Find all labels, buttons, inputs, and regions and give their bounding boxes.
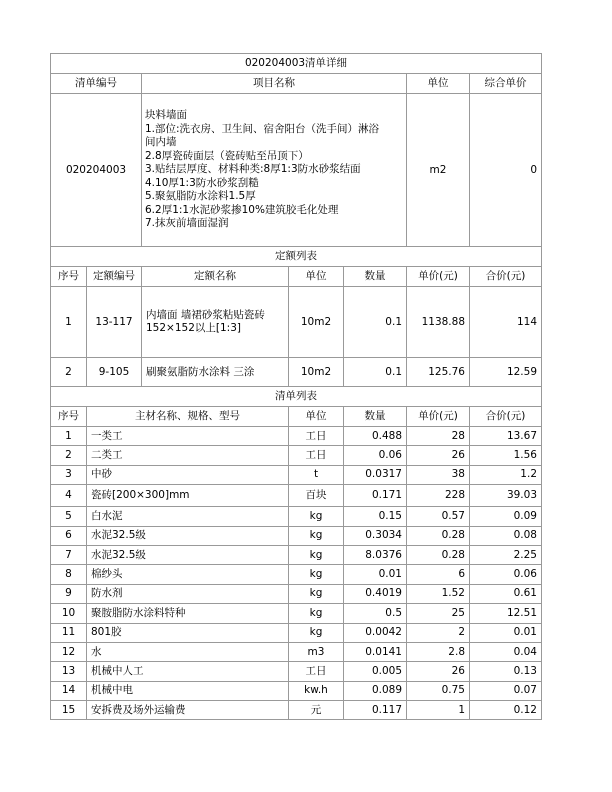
quota-section-title: 定额列表 <box>51 247 542 267</box>
material-row <box>51 584 542 603</box>
quota-header-name: 定额名称 <box>142 267 289 287</box>
material-total: 0.04 <box>470 642 542 661</box>
material-unit: kg <box>289 507 344 526</box>
material-price: 38 <box>407 465 470 484</box>
materials-header-no: 序号 <box>51 407 87 427</box>
item-desc-line: 5.聚氨脂防水涂料1.5厚 <box>145 190 256 203</box>
material-total: 39.03 <box>470 485 542 507</box>
material-name: 机械中电 <box>87 681 289 700</box>
material-row <box>51 662 542 681</box>
quota-row <box>51 287 542 358</box>
material-qty: 0.5 <box>344 604 407 623</box>
material-name: 机械中人工 <box>87 662 289 681</box>
material-name: 聚胺脂防水涂料特种 <box>87 604 289 623</box>
material-no: 7 <box>51 545 87 564</box>
material-total: 0.09 <box>470 507 542 526</box>
material-row <box>51 507 542 526</box>
item-desc-line: 6.2厚1:1水泥砂浆掺10%建筑胶毛化处理 <box>145 203 339 216</box>
quota-row <box>51 358 542 387</box>
material-row <box>51 642 542 661</box>
quota-unit: 10m2 <box>289 358 344 387</box>
materials-header-qty: 数量 <box>344 407 407 427</box>
material-qty: 0.15 <box>344 507 407 526</box>
quota-header-total: 合价(元) <box>470 267 542 287</box>
material-total: 13.67 <box>470 427 542 446</box>
material-total: 1.2 <box>470 465 542 484</box>
material-row <box>51 427 542 446</box>
material-name: 一类工 <box>87 427 289 446</box>
material-row <box>51 526 542 545</box>
material-unit: kw.h <box>289 681 344 700</box>
header-name: 项目名称 <box>142 74 407 94</box>
material-name: 白水泥 <box>87 507 289 526</box>
quota-name <box>142 358 289 387</box>
material-price: 0.28 <box>407 526 470 545</box>
material-no: 13 <box>51 662 87 681</box>
item-desc-line: 1.部位:洗衣房、卫生间、宿舍阳台（洗手间）淋浴 <box>145 122 380 135</box>
material-no: 4 <box>51 485 87 507</box>
material-name: 防水剂 <box>87 584 289 603</box>
material-unit: kg <box>289 526 344 545</box>
material-total: 2.25 <box>470 545 542 564</box>
material-row <box>51 545 542 564</box>
material-name: 中砂 <box>87 465 289 484</box>
material-unit: 工日 <box>289 427 344 446</box>
material-name: 801胶 <box>87 623 289 642</box>
material-qty: 0.488 <box>344 427 407 446</box>
material-qty: 0.089 <box>344 681 407 700</box>
quota-header-no: 序号 <box>51 267 87 287</box>
material-qty: 0.005 <box>344 662 407 681</box>
material-qty: 0.117 <box>344 701 407 720</box>
material-row <box>51 681 542 700</box>
material-unit: 工日 <box>289 662 344 681</box>
material-row <box>51 701 542 720</box>
material-row <box>51 604 542 623</box>
quota-name-line: 内墙面 墙裙砂浆粘贴瓷砖 <box>146 309 265 321</box>
material-price: 26 <box>407 446 470 465</box>
quota-unit: 10m2 <box>289 287 344 358</box>
bill-detail-table <box>50 53 542 720</box>
material-no: 9 <box>51 584 87 603</box>
material-unit: kg <box>289 565 344 584</box>
material-name: 水泥32.5级 <box>87 526 289 545</box>
quota-qty: 0.1 <box>344 358 407 387</box>
item-desc-line: 块料墙面 <box>145 109 187 122</box>
material-total: 0.12 <box>470 701 542 720</box>
bill-detail-sheet <box>50 53 541 720</box>
material-row <box>51 465 542 484</box>
material-price: 28 <box>407 427 470 446</box>
material-price: 1.52 <box>407 584 470 603</box>
material-qty: 0.3034 <box>344 526 407 545</box>
material-no: 15 <box>51 701 87 720</box>
item-desc-line: 2.8厚瓷砖面层（瓷砖贴至吊顶下） <box>145 149 309 162</box>
header-code: 清单编号 <box>51 74 142 94</box>
quota-total: 114 <box>470 287 542 358</box>
materials-header-price: 单价(元) <box>407 407 470 427</box>
material-price: 2.8 <box>407 642 470 661</box>
material-price: 228 <box>407 485 470 507</box>
material-no: 2 <box>51 446 87 465</box>
quota-header-code: 定额编号 <box>87 267 142 287</box>
quota-header-price: 单价(元) <box>407 267 470 287</box>
quota-price: 1138.88 <box>407 287 470 358</box>
item-price: 0 <box>470 94 542 247</box>
material-name: 水泥32.5级 <box>87 545 289 564</box>
material-name: 棉纱头 <box>87 565 289 584</box>
quota-header-qty: 数量 <box>344 267 407 287</box>
quota-total: 12.59 <box>470 358 542 387</box>
material-no: 5 <box>51 507 87 526</box>
item-desc-line: 间内墙 <box>145 136 177 149</box>
quota-code: 9-105 <box>87 358 142 387</box>
material-name: 水 <box>87 642 289 661</box>
material-row <box>51 446 542 465</box>
material-no: 6 <box>51 526 87 545</box>
quota-name <box>142 287 289 358</box>
material-no: 3 <box>51 465 87 484</box>
material-qty: 0.0042 <box>344 623 407 642</box>
material-price: 25 <box>407 604 470 623</box>
material-total: 0.01 <box>470 623 542 642</box>
material-row <box>51 623 542 642</box>
material-price: 6 <box>407 565 470 584</box>
material-no: 14 <box>51 681 87 700</box>
item-desc-line: 3.贴结层厚度、材料种类:8厚1:3防水砂浆结面 <box>145 163 361 176</box>
item-description <box>142 94 407 247</box>
material-qty: 0.0317 <box>344 465 407 484</box>
material-no: 1 <box>51 427 87 446</box>
material-price: 0.28 <box>407 545 470 564</box>
material-unit: 元 <box>289 701 344 720</box>
item-unit: m2 <box>407 94 470 247</box>
material-total: 0.13 <box>470 662 542 681</box>
material-row <box>51 565 542 584</box>
material-name: 瓷砖[200×300]mm <box>87 485 289 507</box>
quota-code: 13-117 <box>87 287 142 358</box>
quota-price: 125.76 <box>407 358 470 387</box>
material-total: 0.06 <box>470 565 542 584</box>
material-qty: 8.0376 <box>344 545 407 564</box>
materials-header-unit: 单位 <box>289 407 344 427</box>
material-no: 11 <box>51 623 87 642</box>
item-desc-line: 7.抹灰前墙面湿润 <box>145 217 229 230</box>
material-unit: kg <box>289 623 344 642</box>
quota-name-line: 152×152以上[1:3] <box>146 322 241 334</box>
material-no: 8 <box>51 565 87 584</box>
material-unit: m3 <box>289 642 344 661</box>
material-total: 0.08 <box>470 526 542 545</box>
material-total: 12.51 <box>470 604 542 623</box>
material-unit: kg <box>289 545 344 564</box>
item-code: 020204003 <box>51 94 142 247</box>
material-name: 二类工 <box>87 446 289 465</box>
material-unit: t <box>289 465 344 484</box>
quota-header-unit: 单位 <box>289 267 344 287</box>
item-desc-line: 4.10厚1:3防水砂浆刮糙 <box>145 176 259 189</box>
materials-header-total: 合价(元) <box>470 407 542 427</box>
quota-no: 2 <box>51 358 87 387</box>
material-qty: 0.4019 <box>344 584 407 603</box>
materials-section-title: 清单列表 <box>51 387 542 407</box>
material-row <box>51 485 542 507</box>
material-price: 1 <box>407 701 470 720</box>
material-total: 1.56 <box>470 446 542 465</box>
header-price: 综合单价 <box>470 74 542 94</box>
quota-qty: 0.1 <box>344 287 407 358</box>
material-unit: 百块 <box>289 485 344 507</box>
material-qty: 0.06 <box>344 446 407 465</box>
material-unit: 工日 <box>289 446 344 465</box>
material-qty: 0.0141 <box>344 642 407 661</box>
sheet-title: 020204003清单详细 <box>51 54 542 74</box>
material-no: 10 <box>51 604 87 623</box>
material-name: 安拆费及场外运输费 <box>87 701 289 720</box>
material-total: 0.61 <box>470 584 542 603</box>
quota-name-line: 刷聚氨脂防水涂料 三涂 <box>146 365 255 378</box>
materials-header-name: 主材名称、规格、型号 <box>87 407 289 427</box>
header-unit: 单位 <box>407 74 470 94</box>
material-price: 2 <box>407 623 470 642</box>
material-unit: kg <box>289 604 344 623</box>
material-price: 0.75 <box>407 681 470 700</box>
material-unit: kg <box>289 584 344 603</box>
material-no: 12 <box>51 642 87 661</box>
material-qty: 0.171 <box>344 485 407 507</box>
material-price: 26 <box>407 662 470 681</box>
material-price: 0.57 <box>407 507 470 526</box>
material-qty: 0.01 <box>344 565 407 584</box>
material-total: 0.07 <box>470 681 542 700</box>
quota-no: 1 <box>51 287 87 358</box>
